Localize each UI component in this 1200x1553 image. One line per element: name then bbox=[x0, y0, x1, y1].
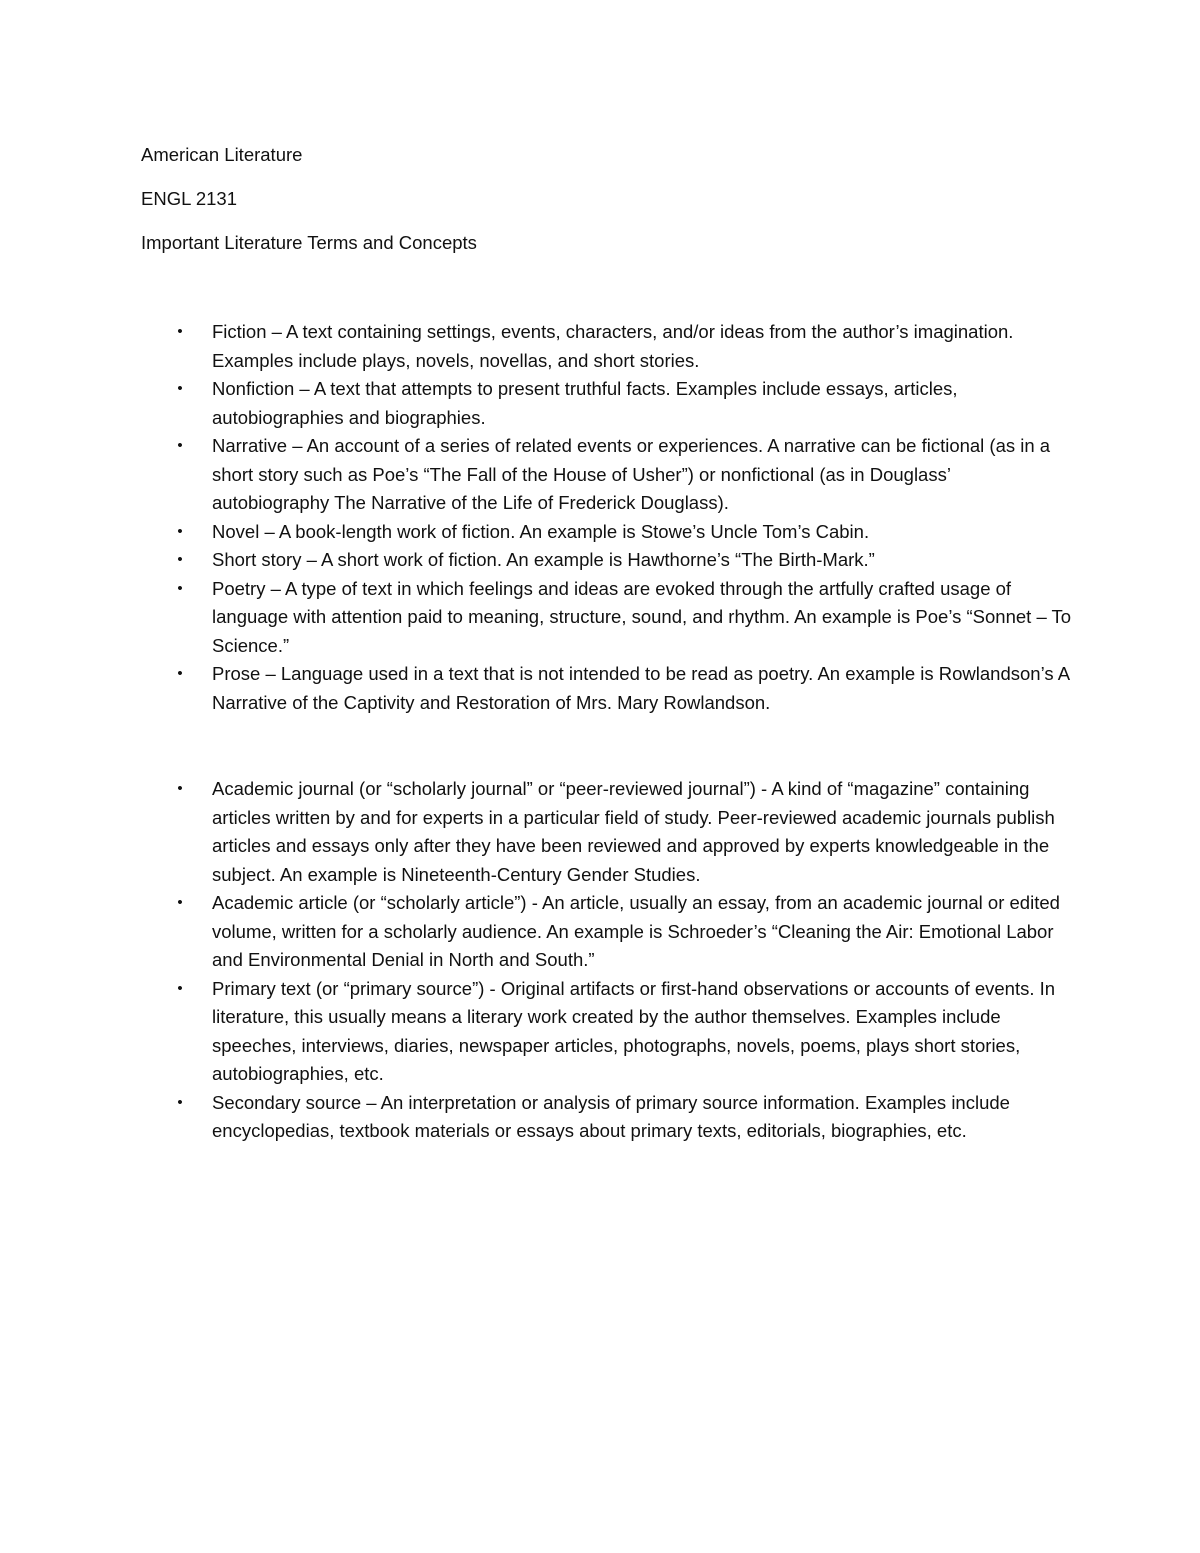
term-item-novel bbox=[0, 518, 1072, 547]
term-item-narrative bbox=[0, 432, 1072, 518]
term-text: Fiction – A text containing settings, events, characters, and/or ideas from the author’s imagination. Examples include plays, novels, novellas, and short stories. bbox=[212, 321, 1014, 371]
bullet-icon: • bbox=[177, 437, 183, 454]
bullet-icon: • bbox=[177, 522, 183, 540]
term-text: Primary text (or “primary source”) - Original artifacts or first-hand observations or accounts of events. In literature, this usually means a literary work created by the author themselves. Examples include speeches, interviews, diaries, newspaper articles, photographs, novels, poems, plays short stories, autobiographies, etc. bbox=[212, 977, 1056, 1084]
term-text: Short story – A short work of fiction. An example is Hawthorne’s “The Birth-Mark.” bbox=[212, 549, 875, 570]
term-item-academic-article bbox=[0, 889, 1072, 975]
term-item-nonfiction bbox=[0, 375, 1072, 432]
term-item-fiction bbox=[0, 318, 1072, 375]
term-text: Academic journal (or “scholarly journal” or “peer-reviewed journal”) - A kind of “magazine” containing articles written by and for experts in a particular field of study. Peer-reviewed academic journals publish articles and essays only after they have been reviewed and approved by experts knowledgeable in the subject. An example is Nineteenth-Century Gender Studies. bbox=[212, 778, 1055, 885]
term-text: Narrative – An account of a series of related events or experiences. A narrative can be fictional (as in a short story such as Poe’s “The Fall of the House of Usher”) or nonfictional (as in Douglass’ autobiography The Narrative of the Life of Frederick Douglass). bbox=[212, 435, 1051, 513]
term-item-prose bbox=[0, 660, 1072, 717]
course-code: ENGL 2131 bbox=[141, 188, 237, 209]
bullet-icon: • bbox=[177, 665, 183, 682]
term-item-poetry bbox=[0, 575, 1072, 661]
term-text: Novel – A book-length work of fiction. An example is Stowe’s Uncle Tom’s Cabin. bbox=[212, 520, 870, 542]
research-terms-list bbox=[0, 775, 1200, 1146]
document-title: Important Literature Terms and Concepts bbox=[141, 232, 477, 253]
term-text: Nonfiction – A text that attempts to present truthful facts. Examples include essays, articles, autobiographies and biographies. bbox=[212, 378, 958, 428]
term-item-academic-journal bbox=[0, 775, 1072, 889]
term-text: Academic article (or “scholarly article”) - An article, usually an essay, from an academic journal or edited volume, written for a scholarly audience. An example is Schroeder’s “Cleaning the Air: Emotional Labor and Environmental Denial in North and South.” bbox=[212, 892, 1060, 970]
bullet-icon: • bbox=[177, 380, 183, 397]
term-text: Prose – Language used in a text that is not intended to be read as poetry. An example is Rowlandson’s A Narrative of the Captivity and Restoration of Mrs. Mary Rowlandson. bbox=[212, 663, 1070, 713]
bullet-icon: • bbox=[177, 323, 183, 340]
term-text: Poetry – A type of text in which feelings and ideas are evoked through the artfully crafted usage of language with attention paid to meaning, structure, sound, and rhythm. An example is Poe’s “Sonnet – To Science.” bbox=[212, 577, 1072, 656]
bullet-icon: • bbox=[177, 979, 183, 997]
bullet-icon: • bbox=[177, 894, 183, 911]
course-name: American Literature bbox=[141, 144, 303, 165]
term-item-secondary-source bbox=[0, 1089, 1072, 1146]
term-item-short-story bbox=[0, 546, 1072, 575]
bullet-icon: • bbox=[177, 1093, 183, 1111]
bullet-icon: • bbox=[177, 780, 183, 797]
literature-terms-list bbox=[0, 318, 1200, 717]
bullet-icon: • bbox=[177, 579, 183, 597]
term-item-primary-text bbox=[0, 975, 1072, 1089]
bullet-icon: • bbox=[177, 551, 183, 568]
term-text: Secondary source – An interpretation or analysis of primary source information. Examples include encyclopedias, textbook materials or essays about primary texts, editorials, biographies, etc. bbox=[212, 1091, 1010, 1141]
